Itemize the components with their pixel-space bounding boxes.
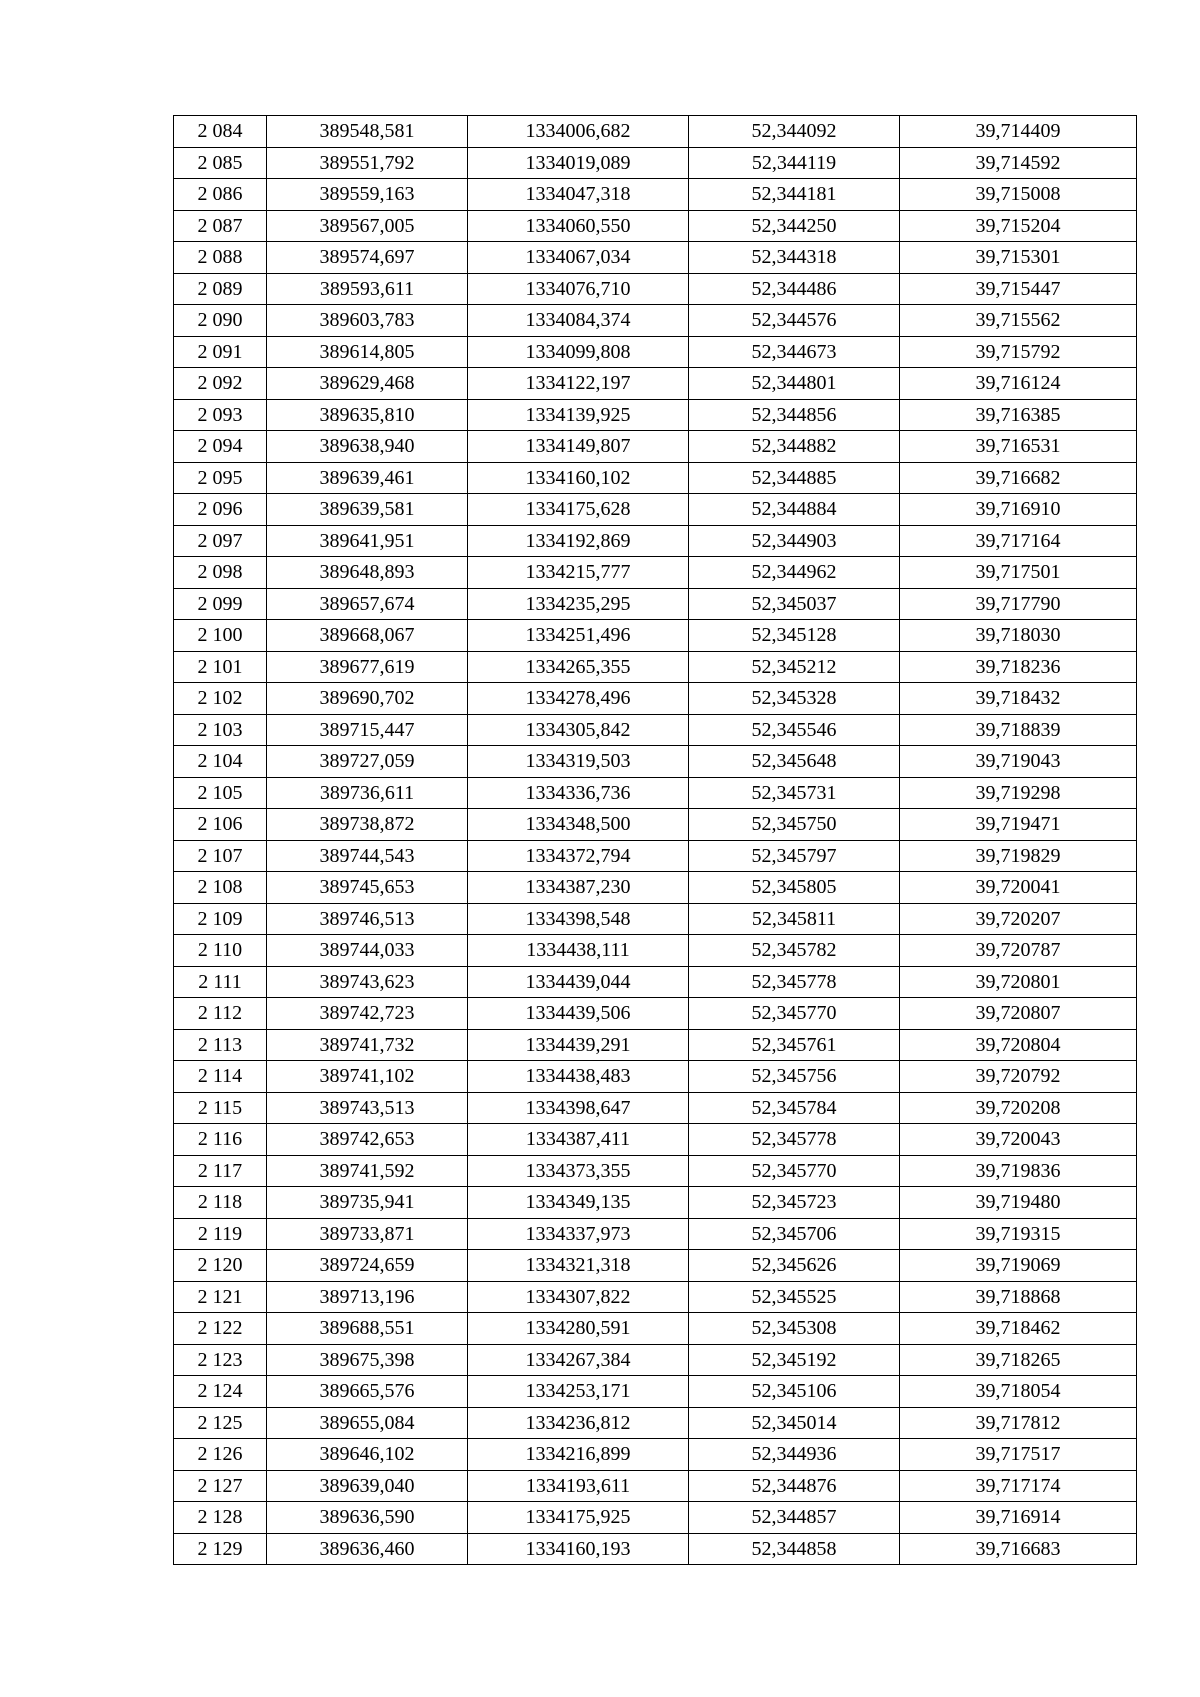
longitude-cell: 39,717517 — [900, 1439, 1137, 1471]
x-coordinate-cell: 389657,674 — [267, 588, 468, 620]
longitude-cell: 39,714409 — [900, 116, 1137, 148]
point-number-cell: 2 110 — [174, 935, 267, 967]
x-coordinate-cell: 389638,940 — [267, 431, 468, 463]
x-coordinate-cell: 389629,468 — [267, 368, 468, 400]
y-coordinate-cell: 1334307,822 — [468, 1281, 689, 1313]
longitude-cell: 39,715008 — [900, 179, 1137, 211]
table-row — [174, 494, 1137, 526]
latitude-cell: 52,345648 — [689, 746, 900, 778]
point-number-cell: 2 096 — [174, 494, 267, 526]
y-coordinate-cell: 1334236,812 — [468, 1407, 689, 1439]
longitude-cell: 39,715792 — [900, 336, 1137, 368]
point-number-cell: 2 127 — [174, 1470, 267, 1502]
table-row — [174, 1344, 1137, 1376]
latitude-cell: 52,344857 — [689, 1502, 900, 1534]
y-coordinate-cell: 1334278,496 — [468, 683, 689, 715]
longitude-cell: 39,718839 — [900, 714, 1137, 746]
point-number-cell: 2 121 — [174, 1281, 267, 1313]
longitude-cell: 39,716385 — [900, 399, 1137, 431]
y-coordinate-cell: 1334372,794 — [468, 840, 689, 872]
table-row — [174, 273, 1137, 305]
longitude-cell: 39,717164 — [900, 525, 1137, 557]
table-row — [174, 305, 1137, 337]
point-number-cell: 2 126 — [174, 1439, 267, 1471]
point-number-cell: 2 114 — [174, 1061, 267, 1093]
latitude-cell: 52,345778 — [689, 966, 900, 998]
table-row — [174, 746, 1137, 778]
point-number-cell: 2 123 — [174, 1344, 267, 1376]
y-coordinate-cell: 1334019,089 — [468, 147, 689, 179]
point-number-cell: 2 095 — [174, 462, 267, 494]
point-number-cell: 2 094 — [174, 431, 267, 463]
point-number-cell: 2 116 — [174, 1124, 267, 1156]
x-coordinate-cell: 389636,460 — [267, 1533, 468, 1565]
table-row — [174, 368, 1137, 400]
table-row — [174, 1470, 1137, 1502]
x-coordinate-cell: 389675,398 — [267, 1344, 468, 1376]
x-coordinate-cell: 389746,513 — [267, 903, 468, 935]
x-coordinate-cell: 389639,040 — [267, 1470, 468, 1502]
point-number-cell: 2 097 — [174, 525, 267, 557]
latitude-cell: 52,345014 — [689, 1407, 900, 1439]
longitude-cell: 39,719829 — [900, 840, 1137, 872]
longitude-cell: 39,718030 — [900, 620, 1137, 652]
point-number-cell: 2 098 — [174, 557, 267, 589]
longitude-cell: 39,720041 — [900, 872, 1137, 904]
point-number-cell: 2 122 — [174, 1313, 267, 1345]
y-coordinate-cell: 1334398,647 — [468, 1092, 689, 1124]
longitude-cell: 39,719043 — [900, 746, 1137, 778]
point-number-cell: 2 092 — [174, 368, 267, 400]
y-coordinate-cell: 1334175,925 — [468, 1502, 689, 1534]
latitude-cell: 52,344486 — [689, 273, 900, 305]
table-row — [174, 620, 1137, 652]
latitude-cell: 52,345212 — [689, 651, 900, 683]
latitude-cell: 52,344092 — [689, 116, 900, 148]
y-coordinate-cell: 1334439,506 — [468, 998, 689, 1030]
point-number-cell: 2 090 — [174, 305, 267, 337]
x-coordinate-cell: 389574,697 — [267, 242, 468, 274]
y-coordinate-cell: 1334387,411 — [468, 1124, 689, 1156]
longitude-cell: 39,716124 — [900, 368, 1137, 400]
table-row — [174, 462, 1137, 494]
longitude-cell: 39,719480 — [900, 1187, 1137, 1219]
latitude-cell: 52,345706 — [689, 1218, 900, 1250]
latitude-cell: 52,344876 — [689, 1470, 900, 1502]
table-row — [174, 179, 1137, 211]
x-coordinate-cell: 389735,941 — [267, 1187, 468, 1219]
x-coordinate-cell: 389688,551 — [267, 1313, 468, 1345]
x-coordinate-cell: 389741,102 — [267, 1061, 468, 1093]
table-row — [174, 1376, 1137, 1408]
latitude-cell: 52,345723 — [689, 1187, 900, 1219]
y-coordinate-cell: 1334438,111 — [468, 935, 689, 967]
y-coordinate-cell: 1334160,102 — [468, 462, 689, 494]
latitude-cell: 52,344119 — [689, 147, 900, 179]
y-coordinate-cell: 1334336,736 — [468, 777, 689, 809]
x-coordinate-cell: 389744,543 — [267, 840, 468, 872]
point-number-cell: 2 086 — [174, 179, 267, 211]
point-number-cell: 2 099 — [174, 588, 267, 620]
table-row — [174, 1439, 1137, 1471]
latitude-cell: 52,344250 — [689, 210, 900, 242]
y-coordinate-cell: 1334280,591 — [468, 1313, 689, 1345]
y-coordinate-cell: 1334139,925 — [468, 399, 689, 431]
longitude-cell: 39,718868 — [900, 1281, 1137, 1313]
point-number-cell: 2 087 — [174, 210, 267, 242]
longitude-cell: 39,720208 — [900, 1092, 1137, 1124]
x-coordinate-cell: 389745,653 — [267, 872, 468, 904]
longitude-cell: 39,715447 — [900, 273, 1137, 305]
x-coordinate-cell: 389742,653 — [267, 1124, 468, 1156]
table-row — [174, 1313, 1137, 1345]
y-coordinate-cell: 1334267,384 — [468, 1344, 689, 1376]
point-number-cell: 2 125 — [174, 1407, 267, 1439]
longitude-cell: 39,720801 — [900, 966, 1137, 998]
y-coordinate-cell: 1334175,628 — [468, 494, 689, 526]
x-coordinate-cell: 389733,871 — [267, 1218, 468, 1250]
longitude-cell: 39,717812 — [900, 1407, 1137, 1439]
x-coordinate-cell: 389551,792 — [267, 147, 468, 179]
longitude-cell: 39,720792 — [900, 1061, 1137, 1093]
longitude-cell: 39,715562 — [900, 305, 1137, 337]
table-row — [174, 840, 1137, 872]
y-coordinate-cell: 1334348,500 — [468, 809, 689, 841]
point-number-cell: 2 088 — [174, 242, 267, 274]
latitude-cell: 52,344884 — [689, 494, 900, 526]
latitude-cell: 52,344936 — [689, 1439, 900, 1471]
latitude-cell: 52,345731 — [689, 777, 900, 809]
y-coordinate-cell: 1334373,355 — [468, 1155, 689, 1187]
longitude-cell: 39,718432 — [900, 683, 1137, 715]
point-number-cell: 2 093 — [174, 399, 267, 431]
table-row — [174, 998, 1137, 1030]
longitude-cell: 39,717790 — [900, 588, 1137, 620]
x-coordinate-cell: 389548,581 — [267, 116, 468, 148]
latitude-cell: 52,345805 — [689, 872, 900, 904]
longitude-cell: 39,716682 — [900, 462, 1137, 494]
table-row — [174, 1502, 1137, 1534]
latitude-cell: 52,345328 — [689, 683, 900, 715]
latitude-cell: 52,345750 — [689, 809, 900, 841]
point-number-cell: 2 089 — [174, 273, 267, 305]
y-coordinate-cell: 1334439,044 — [468, 966, 689, 998]
y-coordinate-cell: 1334122,197 — [468, 368, 689, 400]
y-coordinate-cell: 1334265,355 — [468, 651, 689, 683]
latitude-cell: 52,344801 — [689, 368, 900, 400]
table-row — [174, 809, 1137, 841]
latitude-cell: 52,344673 — [689, 336, 900, 368]
longitude-cell: 39,715204 — [900, 210, 1137, 242]
latitude-cell: 52,344903 — [689, 525, 900, 557]
x-coordinate-cell: 389567,005 — [267, 210, 468, 242]
x-coordinate-cell: 389655,084 — [267, 1407, 468, 1439]
longitude-cell: 39,719836 — [900, 1155, 1137, 1187]
x-coordinate-cell: 389744,033 — [267, 935, 468, 967]
latitude-cell: 52,344318 — [689, 242, 900, 274]
point-number-cell: 2 101 — [174, 651, 267, 683]
latitude-cell: 52,345782 — [689, 935, 900, 967]
point-number-cell: 2 113 — [174, 1029, 267, 1061]
x-coordinate-cell: 389559,163 — [267, 179, 468, 211]
latitude-cell: 52,344856 — [689, 399, 900, 431]
longitude-cell: 39,719298 — [900, 777, 1137, 809]
longitude-cell: 39,716531 — [900, 431, 1137, 463]
y-coordinate-cell: 1334160,193 — [468, 1533, 689, 1565]
latitude-cell: 52,344962 — [689, 557, 900, 589]
x-coordinate-cell: 389639,461 — [267, 462, 468, 494]
longitude-cell: 39,720807 — [900, 998, 1137, 1030]
longitude-cell: 39,719471 — [900, 809, 1137, 841]
latitude-cell: 52,345308 — [689, 1313, 900, 1345]
point-number-cell: 2 085 — [174, 147, 267, 179]
longitude-cell: 39,719315 — [900, 1218, 1137, 1250]
latitude-cell: 52,344882 — [689, 431, 900, 463]
table-row — [174, 903, 1137, 935]
table-row — [174, 1092, 1137, 1124]
point-number-cell: 2 129 — [174, 1533, 267, 1565]
table-row — [174, 935, 1137, 967]
latitude-cell: 52,344885 — [689, 462, 900, 494]
longitude-cell: 39,715301 — [900, 242, 1137, 274]
y-coordinate-cell: 1334006,682 — [468, 116, 689, 148]
table-row — [174, 210, 1137, 242]
x-coordinate-cell: 389639,581 — [267, 494, 468, 526]
point-number-cell: 2 112 — [174, 998, 267, 1030]
table-row — [174, 336, 1137, 368]
x-coordinate-cell: 389741,592 — [267, 1155, 468, 1187]
x-coordinate-cell: 389603,783 — [267, 305, 468, 337]
latitude-cell: 52,345626 — [689, 1250, 900, 1282]
x-coordinate-cell: 389690,702 — [267, 683, 468, 715]
x-coordinate-cell: 389713,196 — [267, 1281, 468, 1313]
table-row — [174, 588, 1137, 620]
longitude-cell: 39,718265 — [900, 1344, 1137, 1376]
x-coordinate-cell: 389741,732 — [267, 1029, 468, 1061]
point-number-cell: 2 111 — [174, 966, 267, 998]
longitude-cell: 39,720804 — [900, 1029, 1137, 1061]
x-coordinate-cell: 389614,805 — [267, 336, 468, 368]
latitude-cell: 52,345128 — [689, 620, 900, 652]
y-coordinate-cell: 1334192,869 — [468, 525, 689, 557]
y-coordinate-cell: 1334321,318 — [468, 1250, 689, 1282]
x-coordinate-cell: 389636,590 — [267, 1502, 468, 1534]
longitude-cell: 39,714592 — [900, 147, 1137, 179]
longitude-cell: 39,716914 — [900, 1502, 1137, 1534]
point-number-cell: 2 091 — [174, 336, 267, 368]
table-row — [174, 1061, 1137, 1093]
table-row — [174, 116, 1137, 148]
longitude-cell: 39,718054 — [900, 1376, 1137, 1408]
point-number-cell: 2 119 — [174, 1218, 267, 1250]
point-number-cell: 2 108 — [174, 872, 267, 904]
table-row — [174, 1407, 1137, 1439]
latitude-cell: 52,345797 — [689, 840, 900, 872]
latitude-cell: 52,345770 — [689, 998, 900, 1030]
table-row — [174, 147, 1137, 179]
latitude-cell: 52,345770 — [689, 1155, 900, 1187]
latitude-cell: 52,345778 — [689, 1124, 900, 1156]
table-row — [174, 1124, 1137, 1156]
latitude-cell: 52,344576 — [689, 305, 900, 337]
x-coordinate-cell: 389665,576 — [267, 1376, 468, 1408]
longitude-cell: 39,716683 — [900, 1533, 1137, 1565]
point-number-cell: 2 128 — [174, 1502, 267, 1534]
longitude-cell: 39,716910 — [900, 494, 1137, 526]
x-coordinate-cell: 389635,810 — [267, 399, 468, 431]
table-row — [174, 399, 1137, 431]
x-coordinate-cell: 389648,893 — [267, 557, 468, 589]
x-coordinate-cell: 389724,659 — [267, 1250, 468, 1282]
longitude-cell: 39,720207 — [900, 903, 1137, 935]
table-row — [174, 242, 1137, 274]
x-coordinate-cell: 389646,102 — [267, 1439, 468, 1471]
table-row — [174, 1187, 1137, 1219]
longitude-cell: 39,717174 — [900, 1470, 1137, 1502]
point-number-cell: 2 124 — [174, 1376, 267, 1408]
y-coordinate-cell: 1334216,899 — [468, 1439, 689, 1471]
table-row — [174, 651, 1137, 683]
longitude-cell: 39,718462 — [900, 1313, 1137, 1345]
point-number-cell: 2 105 — [174, 777, 267, 809]
y-coordinate-cell: 1334319,503 — [468, 746, 689, 778]
y-coordinate-cell: 1334349,135 — [468, 1187, 689, 1219]
y-coordinate-cell: 1334067,034 — [468, 242, 689, 274]
point-number-cell: 2 106 — [174, 809, 267, 841]
latitude-cell: 52,345811 — [689, 903, 900, 935]
point-number-cell: 2 102 — [174, 683, 267, 715]
latitude-cell: 52,345761 — [689, 1029, 900, 1061]
latitude-cell: 52,345106 — [689, 1376, 900, 1408]
x-coordinate-cell: 389736,611 — [267, 777, 468, 809]
y-coordinate-cell: 1334099,808 — [468, 336, 689, 368]
table-row — [174, 714, 1137, 746]
latitude-cell: 52,345037 — [689, 588, 900, 620]
x-coordinate-cell: 389742,723 — [267, 998, 468, 1030]
table-row — [174, 1218, 1137, 1250]
coordinates-table-body — [174, 116, 1137, 1565]
y-coordinate-cell: 1334076,710 — [468, 273, 689, 305]
table-row — [174, 1281, 1137, 1313]
y-coordinate-cell: 1334253,171 — [468, 1376, 689, 1408]
latitude-cell: 52,345525 — [689, 1281, 900, 1313]
latitude-cell: 52,345546 — [689, 714, 900, 746]
x-coordinate-cell: 389727,059 — [267, 746, 468, 778]
point-number-cell: 2 109 — [174, 903, 267, 935]
point-number-cell: 2 120 — [174, 1250, 267, 1282]
x-coordinate-cell: 389641,951 — [267, 525, 468, 557]
y-coordinate-cell: 1334337,973 — [468, 1218, 689, 1250]
latitude-cell: 52,344181 — [689, 179, 900, 211]
point-number-cell: 2 118 — [174, 1187, 267, 1219]
x-coordinate-cell: 389593,611 — [267, 273, 468, 305]
y-coordinate-cell: 1334438,483 — [468, 1061, 689, 1093]
x-coordinate-cell: 389677,619 — [267, 651, 468, 683]
table-row — [174, 966, 1137, 998]
point-number-cell: 2 117 — [174, 1155, 267, 1187]
x-coordinate-cell: 389715,447 — [267, 714, 468, 746]
x-coordinate-cell: 389668,067 — [267, 620, 468, 652]
table-row — [174, 431, 1137, 463]
table-row — [174, 525, 1137, 557]
point-number-cell: 2 107 — [174, 840, 267, 872]
y-coordinate-cell: 1334398,548 — [468, 903, 689, 935]
latitude-cell: 52,345756 — [689, 1061, 900, 1093]
longitude-cell: 39,717501 — [900, 557, 1137, 589]
table-row — [174, 1250, 1137, 1282]
x-coordinate-cell: 389743,513 — [267, 1092, 468, 1124]
y-coordinate-cell: 1334047,318 — [468, 179, 689, 211]
longitude-cell: 39,720043 — [900, 1124, 1137, 1156]
y-coordinate-cell: 1334149,807 — [468, 431, 689, 463]
point-number-cell: 2 115 — [174, 1092, 267, 1124]
y-coordinate-cell: 1334305,842 — [468, 714, 689, 746]
point-number-cell: 2 100 — [174, 620, 267, 652]
y-coordinate-cell: 1334084,374 — [468, 305, 689, 337]
coordinates-table — [173, 115, 1137, 1565]
y-coordinate-cell: 1334235,295 — [468, 588, 689, 620]
table-row — [174, 872, 1137, 904]
point-number-cell: 2 103 — [174, 714, 267, 746]
y-coordinate-cell: 1334060,550 — [468, 210, 689, 242]
x-coordinate-cell: 389738,872 — [267, 809, 468, 841]
latitude-cell: 52,344858 — [689, 1533, 900, 1565]
longitude-cell: 39,720787 — [900, 935, 1137, 967]
y-coordinate-cell: 1334439,291 — [468, 1029, 689, 1061]
x-coordinate-cell: 389743,623 — [267, 966, 468, 998]
y-coordinate-cell: 1334193,611 — [468, 1470, 689, 1502]
longitude-cell: 39,718236 — [900, 651, 1137, 683]
table-row — [174, 683, 1137, 715]
point-number-cell: 2 084 — [174, 116, 267, 148]
y-coordinate-cell: 1334251,496 — [468, 620, 689, 652]
table-row — [174, 1155, 1137, 1187]
y-coordinate-cell: 1334387,230 — [468, 872, 689, 904]
longitude-cell: 39,719069 — [900, 1250, 1137, 1282]
table-row — [174, 1533, 1137, 1565]
table-row — [174, 557, 1137, 589]
y-coordinate-cell: 1334215,777 — [468, 557, 689, 589]
latitude-cell: 52,345784 — [689, 1092, 900, 1124]
point-number-cell: 2 104 — [174, 746, 267, 778]
table-row — [174, 1029, 1137, 1061]
latitude-cell: 52,345192 — [689, 1344, 900, 1376]
table-row — [174, 777, 1137, 809]
